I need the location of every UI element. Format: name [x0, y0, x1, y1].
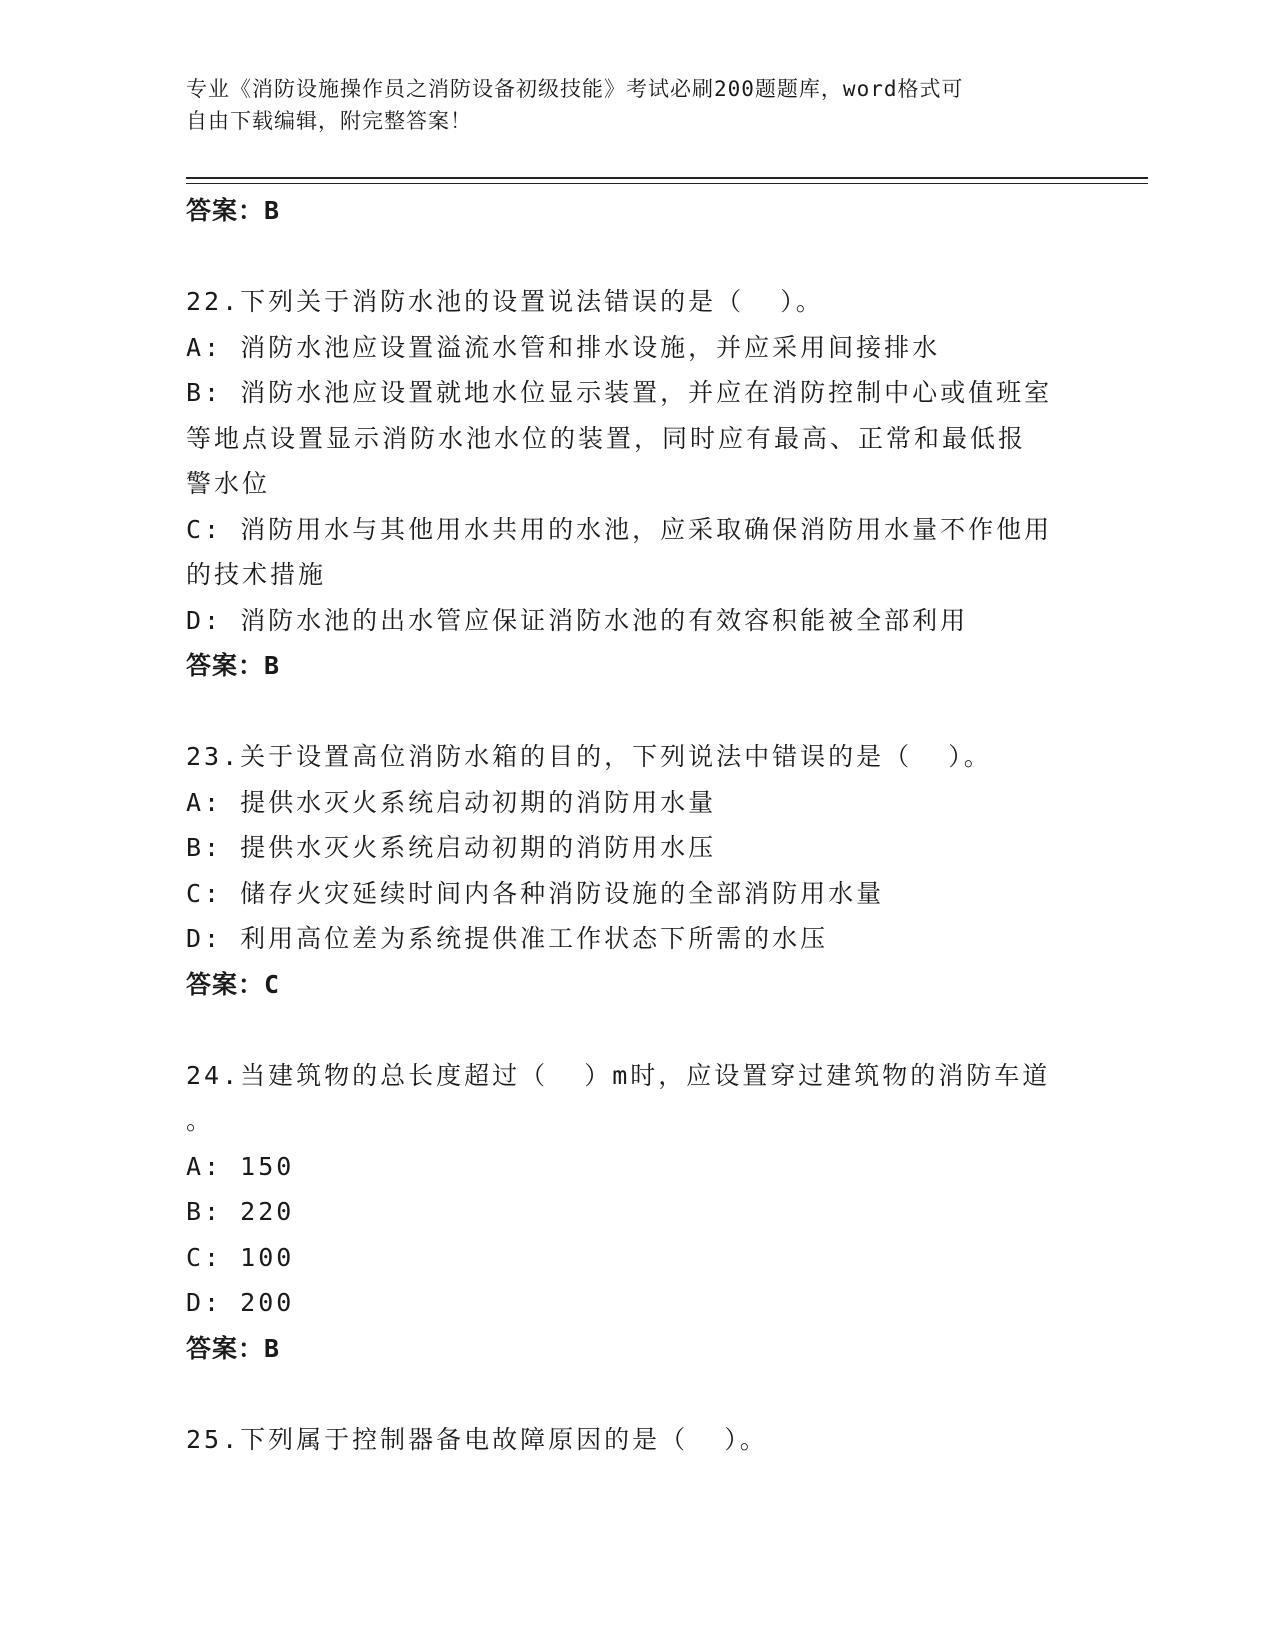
- option-b: B: 220: [186, 1197, 295, 1226]
- option-b-cont: 警水位: [186, 469, 271, 498]
- question-25: [186, 1417, 1086, 1463]
- question-stem: 24.当建筑物的总长度超过（ ）m时，应设置穿过建筑物的消防车道: [186, 1060, 1051, 1090]
- header-rule-thick: [186, 177, 1148, 179]
- previous-answer: 答案：B: [186, 196, 281, 225]
- question-24: [186, 1053, 1086, 1372]
- document-header: [186, 73, 1066, 137]
- question-stem: 23.关于设置高位消防水箱的目的，下列说法中错误的是（ ）。: [186, 742, 992, 771]
- option-b: B: 消防水池应设置就地水位显示装置，并应在消防控制中心或值班室: [186, 378, 1053, 407]
- option-b-cont: 等地点设置显示消防水池水位的装置，同时应有最高、正常和最低报: [186, 423, 1027, 453]
- question-23: [186, 734, 1086, 1007]
- option-d: D: 利用高位差为系统提供准工作状态下所需的水压: [186, 924, 829, 953]
- header-line-2: 自由下载编辑，附完整答案！: [186, 109, 472, 133]
- question-list: [186, 188, 1086, 1462]
- option-c-cont: 的技术措施: [186, 560, 327, 589]
- option-a: A: 提供水灭火系统启动初期的消防用水量: [186, 787, 717, 817]
- answer: 答案：C: [186, 969, 281, 999]
- answer: 答案：B: [186, 1333, 281, 1363]
- option-a: A: 消防水池应设置溢流水管和排水设施，并应采用间接排水: [186, 332, 941, 362]
- question-stem-cont: 。: [186, 1106, 215, 1135]
- question-stem: 22.下列关于消防水池的设置说法错误的是（ ）。: [186, 287, 824, 316]
- option-a: A: 150: [186, 1151, 295, 1181]
- question-22: [186, 279, 1086, 689]
- option-b: B: 提供水灭火系统启动初期的消防用水压: [186, 833, 717, 862]
- header-rule-thin: [186, 183, 1148, 184]
- option-c: C: 消防用水与其他用水共用的水池，应采取确保消防用水量不作他用: [186, 514, 1053, 544]
- option-d: D: 200: [186, 1288, 295, 1317]
- answer: 答案：B: [186, 651, 281, 680]
- header-line-1: 专业《消防设施操作员之消防设备初级技能》考试必刷200题题库，word格式可: [186, 77, 964, 101]
- option-c: C: 100: [186, 1242, 295, 1272]
- option-c: C: 储存火灾延续时间内各种消防设施的全部消防用水量: [186, 878, 885, 908]
- option-d: D: 消防水池的出水管应保证消防水池的有效容积能被全部利用: [186, 605, 969, 635]
- question-stem: 25.下列属于控制器备电故障原因的是（ ）。: [186, 1424, 768, 1454]
